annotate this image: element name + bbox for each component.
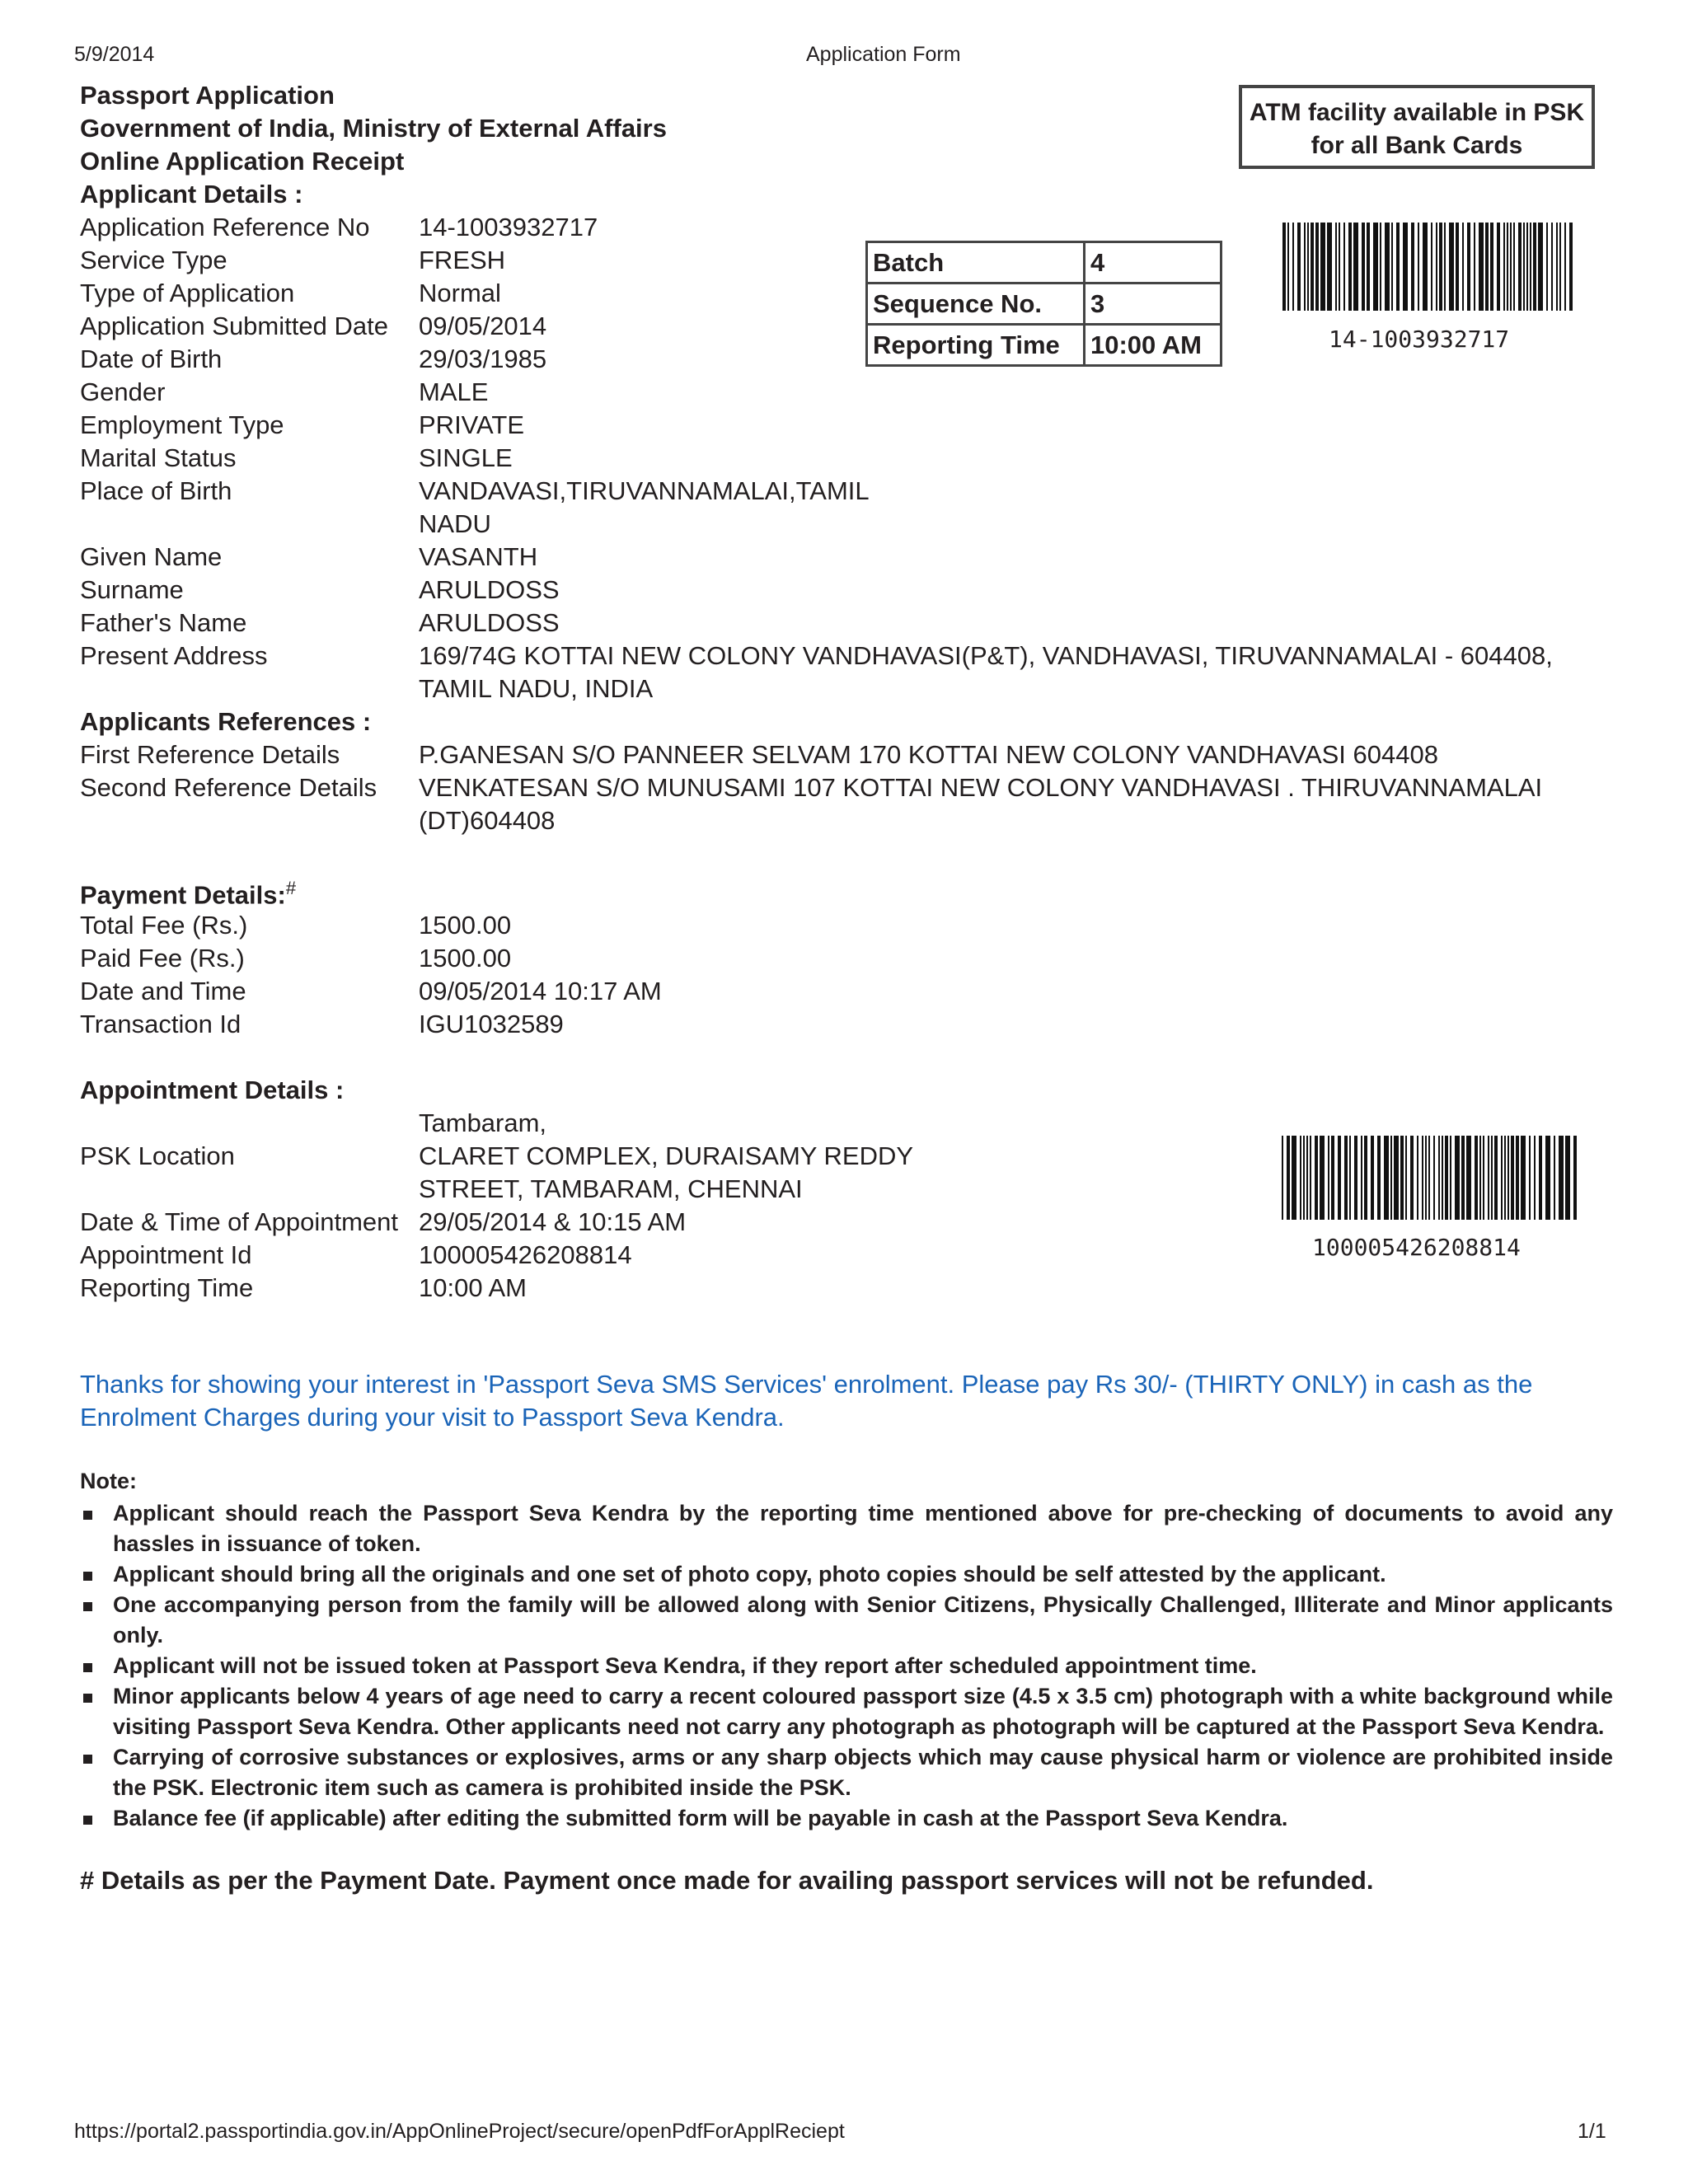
barcode-bar [1526, 223, 1528, 311]
value-application-ref: 14-1003932717 [419, 213, 598, 241]
value-employment-type: PRIVATE [419, 410, 525, 439]
note-item: Minor applicants below 4 years of age need to carry a recent coloured passport size (4.5 x 3.5 cm) photograph with a white background while visiting Passport Seva Kendra. Other applicants need not carry any photograph as photograph will be captured at the Passport Seva Kendra. [80, 1681, 1613, 1742]
barcode-bar [1455, 1136, 1460, 1220]
barcode-bar [1503, 223, 1505, 311]
value-transaction-id: IGU1032589 [419, 1010, 564, 1038]
barcode-bar [1461, 1136, 1465, 1220]
barcode-bar [1417, 1136, 1418, 1220]
sequence-value: 3 [1085, 284, 1221, 325]
barcode-bar [1564, 223, 1566, 311]
label-employment-type: Employment Type [80, 410, 284, 439]
doc-title: Passport Application [80, 81, 335, 110]
reporting-time-row [867, 325, 1221, 366]
barcode-bar [1311, 223, 1314, 311]
barcode-bar [1304, 223, 1306, 311]
barcode-bar [1479, 1136, 1481, 1220]
barcode-bar [1439, 223, 1442, 311]
references-heading: Applicants References : [80, 707, 372, 736]
atm-facility-box [1239, 85, 1595, 169]
batch-table [865, 241, 1222, 367]
label-payment-datetime: Date and Time [80, 977, 246, 1005]
barcode-bar [1529, 1136, 1531, 1220]
barcode-bar [1479, 223, 1484, 311]
sequence-row [867, 284, 1221, 325]
barcode-bar [1362, 223, 1365, 311]
barcode-bar [1411, 223, 1414, 311]
barcode-bar [1307, 223, 1309, 311]
barcode-bar [1385, 223, 1390, 311]
barcode-bar [1391, 223, 1393, 311]
barcode-bar [1462, 223, 1464, 311]
label-surname: Surname [80, 575, 184, 604]
barcode-bar [1438, 1136, 1440, 1220]
barcode-bar [1425, 1136, 1427, 1220]
barcode-bar [1335, 223, 1337, 311]
label-date-of-birth: Date of Birth [80, 344, 223, 373]
label-given-name: Given Name [80, 542, 223, 571]
barcode-bar [1466, 1136, 1471, 1220]
barcode-bar [1353, 223, 1358, 311]
barcode-bar [1436, 223, 1437, 311]
note-item: Applicant should bring all the originals and one set of photo copy, photo copies should be self attested by the applicant. [80, 1559, 1613, 1590]
label-fathers-name: Father's Name [80, 608, 247, 637]
barcode-bar [1510, 223, 1512, 311]
barcode-bar [1390, 1136, 1392, 1220]
label-reporting-time: Reporting Time [80, 1273, 254, 1302]
payment-refund-note: # Details as per the Payment Date. Payment once made for availing passport services will not be refunded. [80, 1866, 1374, 1895]
barcode-bar [1320, 1136, 1325, 1220]
barcode-bar [1315, 1136, 1318, 1220]
label-marital-status: Marital Status [80, 443, 237, 472]
application-barcode-number: 14-1003932717 [1329, 326, 1510, 353]
barcode-bar [1354, 1136, 1357, 1220]
barcode-bar [1456, 223, 1459, 311]
batch-label: Batch [867, 242, 1085, 284]
barcode-bar [1384, 1136, 1389, 1220]
value-service-type: FRESH [419, 246, 506, 274]
value-first-reference: P.GANESAN S/O PANNEER SELVAM 170 KOTTAI NEW COLONY VANDHAVASI 604408 [419, 740, 1438, 769]
barcode-bar [1554, 1136, 1555, 1220]
footer-url: https://portal2.passportindia.gov.in/AppOnlineProject/secure/openPdfForApplReciept [74, 2120, 845, 2143]
barcode-bar [1343, 223, 1345, 311]
sms-services-notice: Thanks for showing your interest in 'Passport Seva SMS Services' enrolment. Please pay Rs 30/- (THIRTY ONLY) in cash as the Enrolment Charges during your visit to Passport Seva Kendra. [80, 1370, 1533, 1432]
barcode-bar [1556, 223, 1558, 311]
value-place-of-birth: VANDAVASI,TIRUVANNAMALAI,TAMIL [419, 476, 870, 505]
label-service-type: Service Type [80, 246, 227, 274]
barcode-bar [1310, 1136, 1311, 1220]
barcode-bar [1306, 1136, 1308, 1220]
value-second-reference: VENKATESAN S/O MUNUSAMI 107 KOTTAI NEW COLONY VANDHAVASI . THIRUVANNAMALAI [419, 773, 1543, 802]
barcode-bar [1410, 1136, 1414, 1220]
note-item: Carrying of corrosive substances or explosives, arms or any sharp objects which may cause physical harm or violence are prohibited inside the PSK. Electronic item such as camera is prohibited inside the PSK. [80, 1742, 1613, 1803]
barcode-bar [1377, 1136, 1381, 1220]
label-transaction-id: Transaction Id [80, 1010, 241, 1038]
barcode-bar [1331, 1136, 1334, 1220]
value-submitted-date: 09/05/2014 [419, 312, 547, 340]
note-item: Applicant will not be issued token at Passport Seva Kendra, if they report after scheduled appointment time. [80, 1651, 1613, 1681]
barcode-bar [1530, 223, 1531, 311]
atm-line-2: for all Bank Cards [1311, 132, 1523, 159]
value-total-fee: 1500.00 [419, 911, 512, 940]
barcode-bar [1559, 1136, 1564, 1220]
barcode-bar [1488, 1136, 1489, 1220]
value-psk-city: Tambaram, [419, 1108, 547, 1137]
value-reporting-time: 10:00 AM [419, 1273, 527, 1302]
barcode-bar [1444, 223, 1446, 311]
batch-value: 4 [1085, 242, 1221, 284]
note-item: One accompanying person from the family will be allowed along with Senior Citizens, Physically Challenged, Illiterate and Minor applicants only. [80, 1590, 1613, 1651]
label-application-ref: Application Reference No [80, 213, 370, 241]
barcode-bar [1521, 1136, 1526, 1220]
barcode-bar [1494, 1136, 1498, 1220]
barcode-bar [1338, 1136, 1341, 1220]
applicant-details-heading: Applicant Details : [80, 180, 303, 209]
reporting-time-value: 10:00 AM [1085, 325, 1221, 366]
label-appointment-id: Appointment Id [80, 1240, 252, 1269]
barcode-bar [1400, 1136, 1404, 1220]
barcode-bar [1559, 223, 1561, 311]
barcode-bar [1518, 223, 1522, 311]
label-psk-location: PSK Location [80, 1141, 235, 1170]
label-present-address: Present Address [80, 641, 268, 670]
barcode-bar [1475, 1136, 1478, 1220]
application-barcode [1282, 223, 1579, 311]
barcode-bar [1405, 1136, 1407, 1220]
footer-page-number: 1/1 [1578, 2120, 1606, 2143]
barcode-bar [1300, 1136, 1301, 1220]
barcode-bar [1282, 223, 1286, 311]
atm-line-1: ATM facility available in PSK [1249, 99, 1585, 126]
note-heading: Note: [80, 1469, 137, 1493]
appointment-heading: Appointment Details : [80, 1076, 345, 1104]
barcode-bar [1504, 1136, 1506, 1220]
value-payment-datetime: 09/05/2014 10:17 AM [419, 977, 662, 1005]
label-place-of-birth: Place of Birth [80, 476, 232, 505]
barcode-bar [1538, 223, 1543, 311]
barcode-bar [1315, 223, 1319, 311]
barcode-bar [1344, 1136, 1348, 1220]
label-second-reference: Second Reference Details [80, 773, 377, 802]
barcode-bar [1428, 1136, 1430, 1220]
barcode-bar [1545, 1136, 1550, 1220]
reporting-time-label: Reporting Time [867, 325, 1085, 366]
barcode-bar [1539, 1136, 1542, 1220]
payment-heading-text: Payment Details: [80, 880, 286, 910]
doc-receipt-title: Online Application Receipt [80, 147, 405, 176]
notes-list [80, 1498, 1613, 1834]
barcode-bar [1396, 223, 1400, 311]
barcode-bar [1467, 223, 1470, 311]
barcode-bar [1349, 1136, 1351, 1220]
barcode-bar [1303, 1136, 1305, 1220]
barcode-bar [1442, 1136, 1443, 1220]
barcode-bar [1292, 1136, 1296, 1220]
label-submitted-date: Application Submitted Date [80, 312, 388, 340]
value-second-reference-line2: (DT)604408 [419, 806, 556, 835]
value-appointment-id: 100005426208814 [419, 1240, 632, 1269]
value-present-address-line2: TAMIL NADU, INDIA [419, 674, 654, 703]
value-gender: MALE [419, 377, 489, 406]
label-total-fee: Total Fee (Rs.) [80, 911, 248, 940]
barcode-bar [1380, 223, 1381, 311]
barcode-bar [1523, 223, 1525, 311]
barcode-bar [1403, 223, 1408, 311]
barcode-bar [1474, 223, 1475, 311]
value-place-of-birth-line2: NADU [419, 509, 491, 538]
barcode-bar [1282, 1136, 1283, 1220]
label-first-reference: First Reference Details [80, 740, 340, 769]
barcode-bar [1490, 223, 1493, 311]
value-psk-location-line2: STREET, TAMBARAM, CHENNAI [419, 1174, 803, 1203]
barcode-bar [1551, 223, 1553, 311]
barcode-bar [1287, 1136, 1290, 1220]
barcode-bar [1516, 1136, 1519, 1220]
doc-ministry: Government of India, Ministry of External Affairs [80, 114, 667, 143]
barcode-bar [1292, 223, 1294, 311]
value-marital-status: SINGLE [419, 443, 513, 472]
barcode-bar [1546, 223, 1548, 311]
value-paid-fee: 1500.00 [419, 944, 512, 972]
print-date: 5/9/2014 [74, 43, 155, 66]
barcode-bar [1491, 1136, 1493, 1220]
barcode-bar [1501, 1136, 1503, 1220]
barcode-bar [1394, 1136, 1399, 1220]
barcode-bar [1507, 1136, 1509, 1220]
value-surname: ARULDOSS [419, 575, 560, 604]
value-present-address: 169/74G KOTTAI NEW COLONY VANDHAVASI(P&T), VANDHAVASI, TIRUVANNAMALAI - 604408, [419, 641, 1553, 670]
barcode-bar [1565, 1136, 1570, 1220]
barcode-bar [1569, 223, 1573, 311]
barcode-bar [1327, 223, 1332, 311]
label-gender: Gender [80, 377, 166, 406]
sequence-label: Sequence No. [867, 284, 1085, 325]
barcode-bar [1320, 223, 1325, 311]
value-application-type: Normal [419, 279, 501, 307]
barcode-bar [1573, 1136, 1577, 1220]
barcode-bar [1431, 223, 1432, 311]
barcode-bar [1422, 1136, 1423, 1220]
value-appointment-datetime: 29/05/2014 & 10:15 AM [419, 1207, 687, 1236]
value-date-of-birth: 29/03/1985 [419, 344, 547, 373]
value-given-name: VASANTH [419, 542, 538, 571]
value-fathers-name: ARULDOSS [419, 608, 560, 637]
barcode-bar [1450, 1136, 1451, 1220]
label-appointment-datetime: Date & Time of Appointment [80, 1207, 398, 1236]
appointment-barcode-number: 100005426208814 [1312, 1234, 1521, 1261]
payment-heading [80, 878, 296, 910]
payment-heading-mark: # [285, 878, 297, 898]
barcode-bar [1433, 1136, 1435, 1220]
note-item: Balance fee (if applicable) after editing the submitted form will be payable in cash at the Passport Seva Kendra. [80, 1803, 1613, 1834]
barcode-bar [1497, 223, 1500, 311]
note-item: Applicant should reach the Passport Seva Kendra by the reporting time mentioned above for pre-checking of documents to avoid any hassles in issuance of token. [80, 1498, 1613, 1559]
page-title: Application Form [806, 43, 961, 66]
barcode-bar [1449, 223, 1454, 311]
barcode-bar [1339, 223, 1340, 311]
appointment-barcode [1282, 1136, 1582, 1220]
barcode-bar [1367, 223, 1370, 311]
barcode-bar [1533, 223, 1536, 311]
label-application-type: Type of Application [80, 279, 295, 307]
barcode-bar [1297, 223, 1301, 311]
barcode-bar [1348, 223, 1352, 311]
barcode-bar [1418, 223, 1419, 311]
barcode-bar [1361, 1136, 1362, 1220]
barcode-bar [1483, 1136, 1484, 1220]
barcode-bar [1511, 1136, 1514, 1220]
barcode-bar [1373, 223, 1378, 311]
barcode-bar [1507, 223, 1508, 311]
barcode-bar [1371, 1136, 1374, 1220]
barcode-bar [1534, 1136, 1536, 1220]
barcode-bar [1423, 223, 1428, 311]
barcode-bar [1364, 1136, 1367, 1220]
barcode-bar [1513, 223, 1515, 311]
barcode-bar [1287, 223, 1289, 311]
value-psk-location: CLARET COMPLEX, DURAISAMY REDDY [419, 1141, 914, 1170]
barcode-bar [1328, 1136, 1329, 1220]
label-paid-fee: Paid Fee (Rs.) [80, 944, 245, 972]
batch-row [867, 242, 1221, 284]
barcode-bar [1485, 223, 1489, 311]
barcode-bar [1445, 1136, 1448, 1220]
